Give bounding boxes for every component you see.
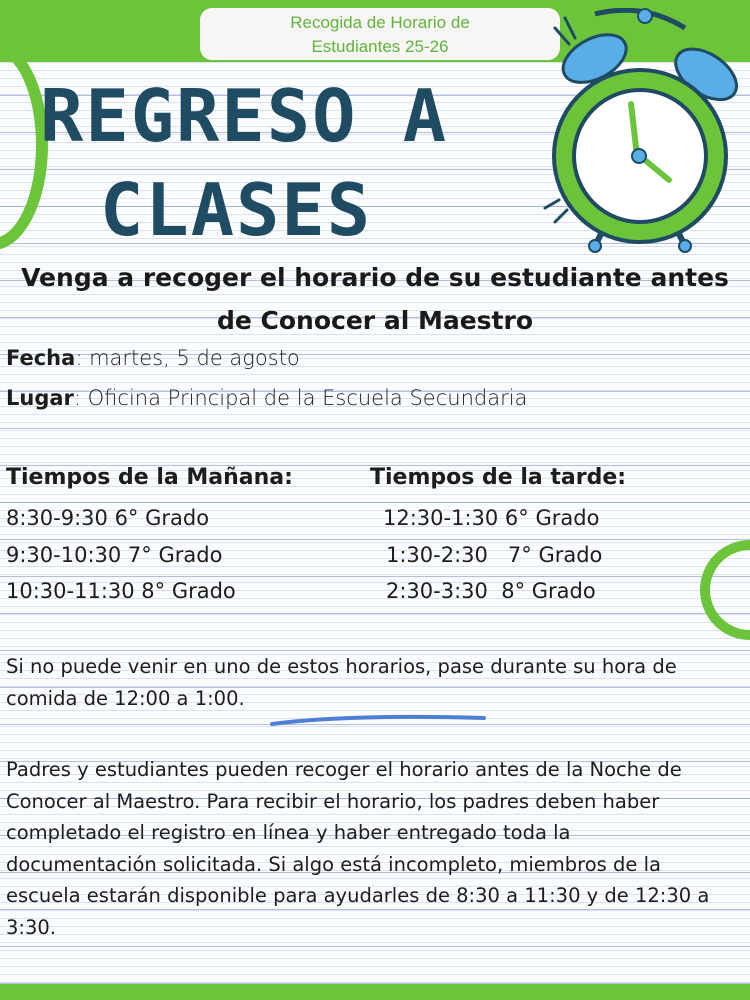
place-line [6,383,527,413]
paragraph-line-2: Conocer al Maestro. Para recibir el horario, los padres deben haber [6,789,660,813]
banner-line-2: Estudiantes 25-26 [311,37,449,56]
morning-slot-3: 10:30-11:30 8° Grado [6,579,236,603]
afternoon-heading: Tiempos de la tarde: [370,465,627,490]
paragraph-line-4: documentación solicitada. Si algo está incompleto, miembros de la [6,852,661,876]
paragraph-line-3: completado el registro en línea y haber entregado toda la [6,821,571,844]
afternoon-slot-3: 2:30-3:30 8° Grado [386,579,596,603]
place-value: : Oficina Principal de la Escuela Secundaria [73,386,528,410]
afternoon-slot-2: 1:30-2:30 7° Grado [386,543,603,567]
date-line [6,343,300,373]
bottom-green-band [0,984,750,1000]
lunch-note-line-1: Si no puede venir en uno de estos horarios, pase durante su hora de [6,655,677,678]
alarm-clock-icon [535,8,750,253]
subtitle-line-2: de Conocer al Maestro [216,306,534,335]
lunch-note-line-2: comida de 12:00 a 1:00. [6,686,245,710]
morning-heading: Tiempos de la Mañana: [6,465,293,490]
info-paragraph [6,754,742,943]
lunch-note [6,651,742,714]
paragraph-line-6: 3:30. [6,915,56,939]
subtitle [0,256,750,342]
header-banner [200,8,560,60]
title-line-2: CLASES [100,168,373,252]
paragraph-line-5: escuela estarán disponible para ayudarles de 8:30 a 11:30 y de 12:30 a [6,884,710,907]
paragraph-line-1: Padres y estudiantes pueden recoger el horario antes de la Noche de [6,758,682,781]
afternoon-slot-1: 12:30-1:30 6° Grado [383,506,600,530]
morning-slot-1: 8:30-9:30 6° Grado [6,506,210,530]
place-label: Lugar [6,386,74,410]
title-line-1: REGRESO A [40,74,449,158]
date-label: Fecha [6,346,76,370]
date-value: : martes, 5 de agosto [75,346,300,370]
banner-line-1: Recogida de Horario de [290,13,470,32]
subtitle-line-1: Venga a recoger el horario de su estudiante antes [21,263,729,292]
blue-divider-stroke [268,708,488,732]
morning-slot-2: 9:30-10:30 7° Grado [6,543,223,567]
